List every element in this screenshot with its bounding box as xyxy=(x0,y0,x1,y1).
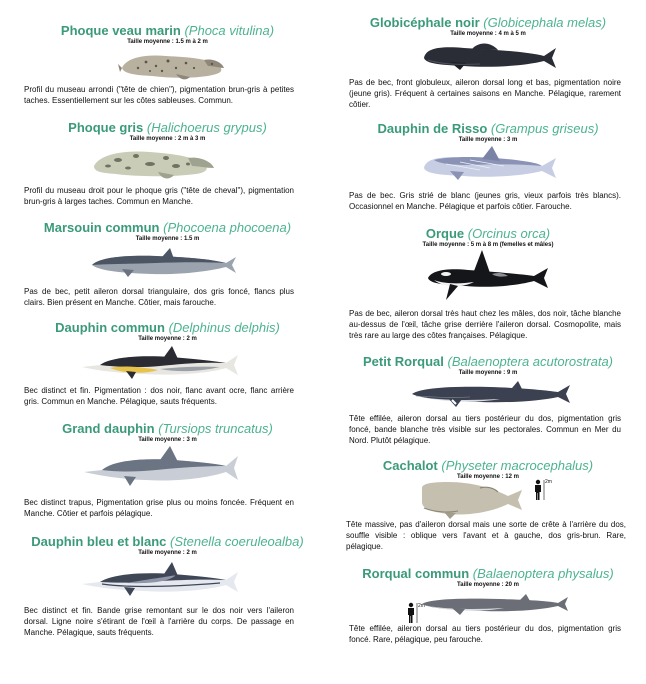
species-title xyxy=(338,15,638,31)
species-size: Taille moyenne : 1.5 m à 2 m xyxy=(127,39,208,45)
species-size: Taille moyenne : 12 m xyxy=(457,474,519,480)
species-title xyxy=(338,566,638,582)
species-name: Cachalot xyxy=(382,458,438,473)
species-latin: (Balaenoptera acutorostrata) xyxy=(447,354,613,369)
common-dolphin-illustration xyxy=(80,343,240,383)
striped-dolphin-illustration xyxy=(80,556,240,600)
species-description: Profil du museau droit pour le phoque gris ("tête de cheval"), pigmentation brun-gris à larges taches. Commun en Manche. xyxy=(24,186,294,206)
species-description: Pas de bec, petit aileron dorsal triangulaire, dos gris foncé, flancs plus clairs. Bien présent en Manche. Côtier, mais farouche. xyxy=(24,287,294,307)
harbour-porpoise-illustration xyxy=(86,245,238,283)
species-latin: (Phoca vitulina) xyxy=(184,23,275,38)
species-latin: (Tursiops truncatus) xyxy=(158,421,273,436)
sperm-whale-illustration xyxy=(418,478,528,520)
species-name: Marsouin commun xyxy=(43,220,160,235)
species-description: Pas de bec. Gris strié de blanc (jeunes gris, vieux parfois très blancs). Occasionnel en Manche. Pélagique et parfois côtier. Farouche. xyxy=(349,191,621,211)
risso-dolphin-illustration xyxy=(420,144,560,186)
species-name: Globicéphale noir xyxy=(369,15,480,30)
scale-label: 2m xyxy=(545,479,552,485)
minke-whale-illustration xyxy=(410,376,572,410)
species-description: Bec distinct et fin. Pigmentation : dos noir, flanc avant ocre, flanc arrière gris. Commun en Manche. Pélagique, sauts fréquents. xyxy=(24,386,294,406)
species-name: Rorqual commun xyxy=(362,566,470,581)
species-size: Taille moyenne : 2 m xyxy=(138,336,197,342)
species-title xyxy=(20,534,315,550)
species-name: Dauphin bleu et blanc xyxy=(31,534,167,549)
species-size: Taille moyenne : 3 m xyxy=(458,137,518,143)
species-name: Grand dauphin xyxy=(62,421,155,436)
species-description: Tête effilée, aileron dorsal au tiers postérieur du dos, pigmentation gris foncé. Rare, pélagique, peu farouche. xyxy=(349,624,621,644)
species-size: Taille moyenne : 20 m xyxy=(457,582,519,588)
species-size: Taille moyenne : 2 m à 3 m xyxy=(129,136,206,142)
species-name: Petit Rorqual xyxy=(362,354,444,369)
species-latin: (Orcinus orca) xyxy=(467,226,551,241)
harbour-seal-illustration xyxy=(116,46,228,84)
species-latin: (Halichoerus grypus) xyxy=(146,120,267,135)
species-description: Tête massive, pas d'aileron dorsal mais une sorte de crête à l'arrière du dos, souffle visible : oblique vers l'avant et à gauche, dos gris-brun. Rare, pélagique. xyxy=(346,520,626,551)
grey-seal-illustration xyxy=(88,142,218,182)
fin-whale-illustration xyxy=(420,590,570,618)
species-description: Bec distinct et fin. Bande grise remontant sur le dos noir vers l'aileron dorsal. Ligne noire s'étirant de l'œil à l'arrière du corps. De passage en Manche. Pélagique, sauts fréquents. xyxy=(24,606,294,637)
species-description: Profil du museau arrondi ("tête de chien"), pigmentation brun-gris à petites taches. Essentiellement sur les côtes sableuses. Commun. xyxy=(24,85,294,105)
species-title xyxy=(20,23,315,39)
species-size: Taille moyenne : 4 m à 5 m xyxy=(450,31,526,37)
species-name: Dauphin de Risso xyxy=(377,121,488,136)
species-latin: (Phocoena phocoena) xyxy=(163,220,292,235)
species-description: Pas de bec, aileron dorsal très haut chez les mâles, dos noir, tâche blanche au-dessus de l'œil, tâche grise derrière l'aileron dorsal. Cosmopolite, mais très rare au large des côtes françaises. Pélagique. xyxy=(349,309,621,340)
species-name: Orque xyxy=(425,226,465,241)
species-title xyxy=(20,320,315,336)
species-size: Taille moyenne : 5 m à 8 m (femelles et mâles) xyxy=(422,242,554,248)
species-title xyxy=(338,354,638,370)
species-name: Dauphin commun xyxy=(55,320,165,335)
species-size: Taille moyenne : 3 m xyxy=(138,437,197,443)
orca-illustration xyxy=(424,248,554,308)
species-size: Taille moyenne : 2 m xyxy=(138,550,197,556)
species-latin: (Delphinus delphis) xyxy=(168,320,280,335)
species-description: Pas de bec, front globuleux, aileron dorsal long et bas, pigmentation noire (jeune gris). Fréquent à certaines saisons en Manche. Pélagique, rarement côtier. xyxy=(349,78,621,109)
species-name: Phoque veau marin xyxy=(60,23,181,38)
species-title xyxy=(20,120,315,136)
species-title xyxy=(20,421,315,437)
pilot-whale-illustration xyxy=(420,36,560,74)
species-latin: (Balaenoptera physalus) xyxy=(472,566,614,581)
species-latin: (Globicephala melas) xyxy=(483,15,607,30)
species-size: Taille moyenne : 9 m xyxy=(458,370,518,376)
bottlenose-dolphin-illustration xyxy=(80,442,240,492)
species-latin: (Grampus griseus) xyxy=(490,121,599,136)
species-name: Phoque gris xyxy=(68,120,144,135)
species-title xyxy=(338,121,638,137)
species-description: Bec distinct trapus, Pigmentation grise plus ou moins foncée. Fréquent en Manche. Côtier et parfois pélagique. xyxy=(24,498,294,518)
scale-label: 2m xyxy=(418,603,425,609)
species-description: Tête effilée, aileron dorsal au tiers postérieur du dos, pigmentation gris foncé, bande blanche très visible sur les pectorales. Commun en Mer du Nord. Plutôt pélagique. xyxy=(349,414,621,445)
species-latin: (Physeter macrocephalus) xyxy=(441,458,594,473)
species-size: Taille moyenne : 1.5 m xyxy=(135,236,200,242)
species-title xyxy=(338,458,638,474)
species-title xyxy=(20,220,315,236)
species-title xyxy=(338,226,638,242)
species-latin: (Stenella coeruleoalba) xyxy=(170,534,304,549)
